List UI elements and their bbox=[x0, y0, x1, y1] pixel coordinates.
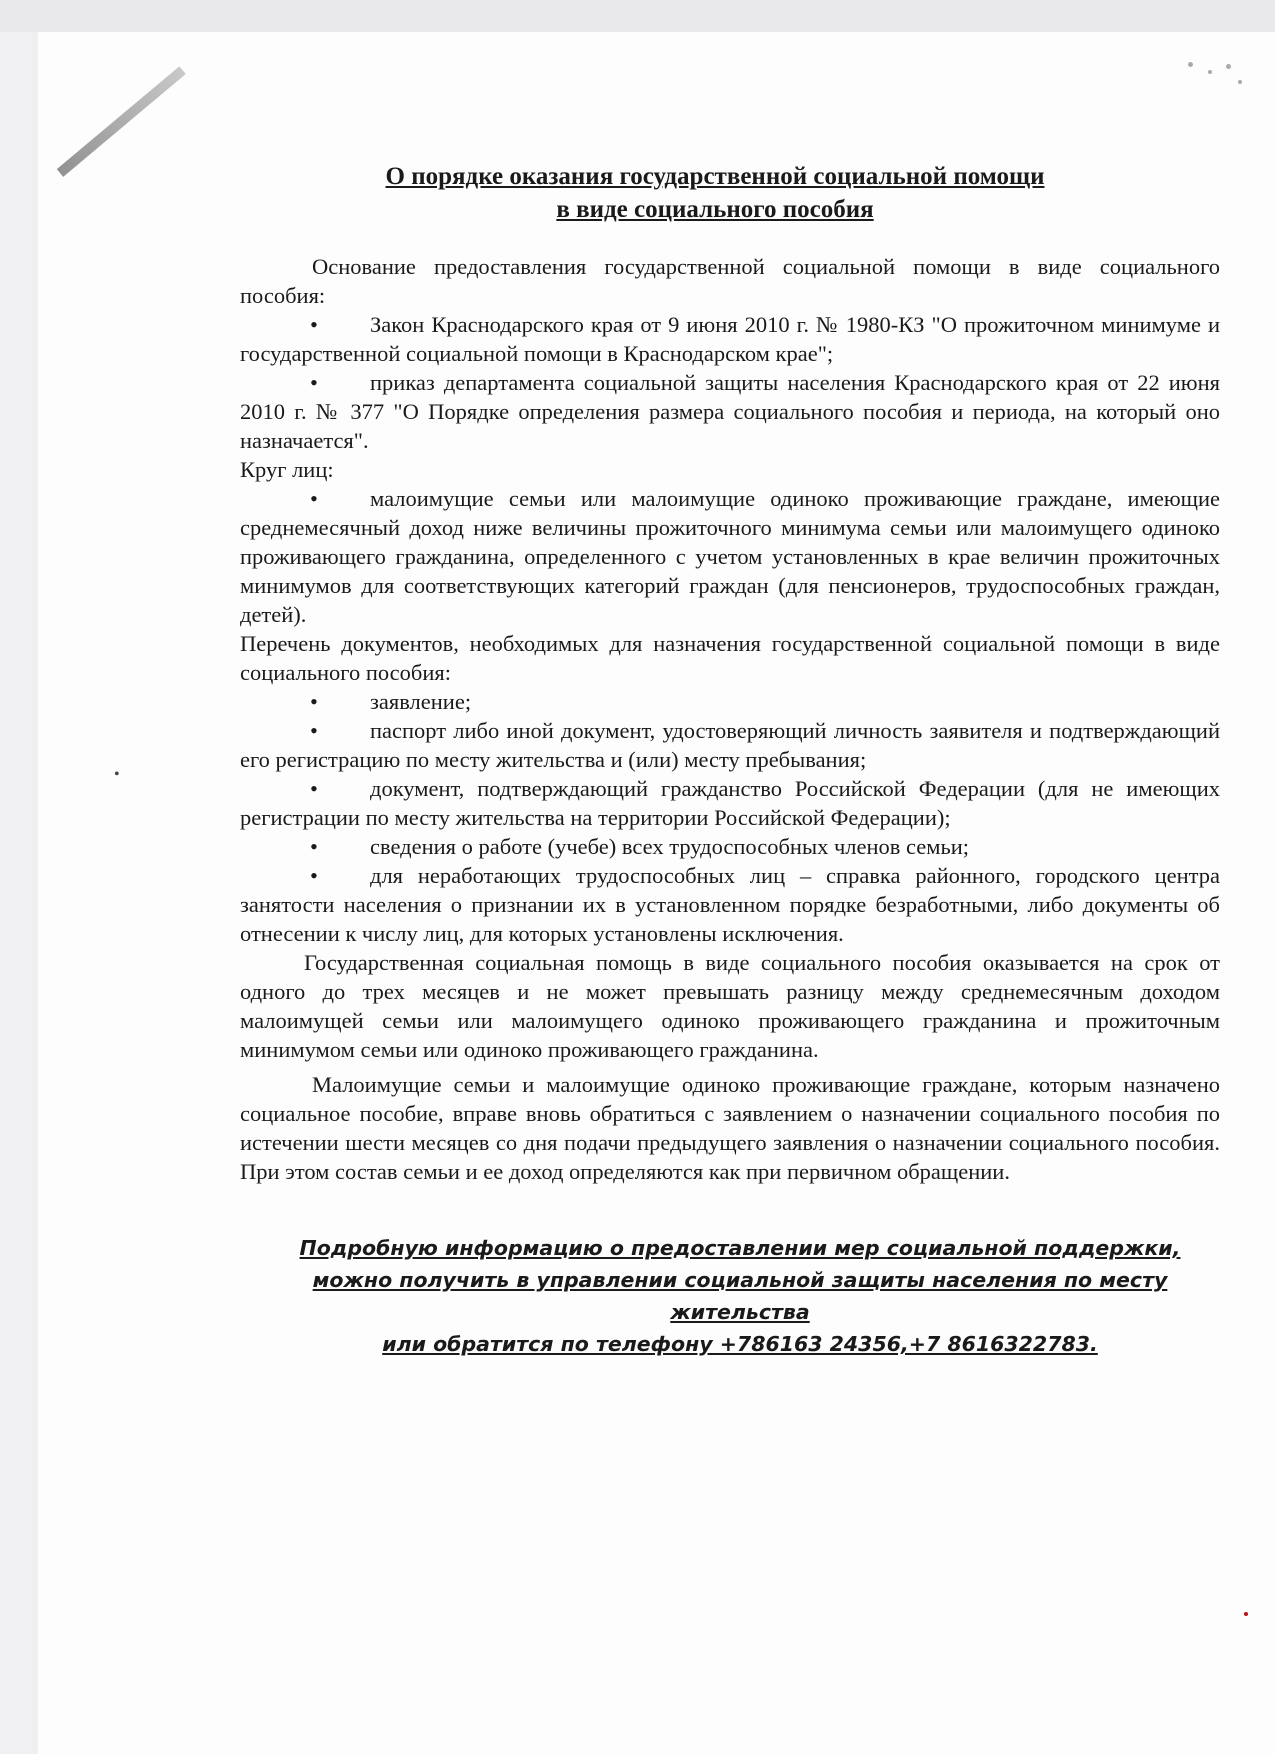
docs-item bbox=[240, 716, 1220, 774]
bullet-icon: • bbox=[310, 718, 318, 743]
red-ink-dot bbox=[1244, 1612, 1248, 1616]
contact-note-line-3: или обратится по телефону +786163 24356,+7 8616322783. bbox=[382, 1332, 1098, 1356]
term-paragraph: Государственная социальная помощь в виде социального пособия оказывается на срок от одного до трех месяцев и не может превышать разницу между среднемесячным доходом малоимущей семьи или малоимущего одиноко проживающего гражданина и прожиточным минимумом семьи или одиноко проживающего гражданина. bbox=[240, 950, 1220, 1062]
bullet-icon: • bbox=[310, 486, 318, 511]
bullet-icon: • bbox=[310, 776, 318, 801]
basis-item-text: приказ департамента социальной защиты населения Краснодарского края от 22 июня 2010 г. № 377 "О Порядке определения размера социального пособия и периода, на который оно назначается". bbox=[240, 370, 1220, 453]
docs-item bbox=[240, 832, 1220, 861]
docs-item-text: паспорт либо иной документ, удостоверяющий личность заявителя и подтверждающий его регистрацию по месту жительства и (или) месту пребывания; bbox=[240, 718, 1220, 772]
scan-speck bbox=[1208, 70, 1212, 74]
scan-speck bbox=[1238, 80, 1242, 84]
circle-heading: Круг лиц: bbox=[240, 457, 334, 482]
title-line-1: О порядке оказания государственной социальной помощи bbox=[385, 163, 1045, 190]
circle-item-text: малоимущие семьи или малоимущие одиноко проживающие граждане, имеющие среднемесячный доход ниже величины прожиточного минимума семьи или малоимущего одиноко проживающего гражданина, определенного с учетом установленных в крае величин прожиточных минимумов для соответствующих категорий граждан (для пенсионеров, трудоспособных граждан, детей). bbox=[240, 486, 1220, 627]
document-body bbox=[240, 252, 1220, 1186]
scan-top-edge bbox=[0, 0, 1275, 32]
docs-item-text: сведения о работе (учебе) всех трудоспособных членов семьи; bbox=[370, 834, 970, 859]
contact-note-line-1: Подробную информацию о предоставлении мер социальной поддержки, bbox=[299, 1236, 1181, 1260]
docs-item bbox=[240, 687, 1220, 716]
contact-note-line-2: можно получить в управлении социальной защиты населения по месту жительства bbox=[312, 1268, 1168, 1324]
docs-item-text: заявление; bbox=[370, 689, 472, 714]
basis-intro: Основание предоставления государственной социальной помощи в виде социального пособия: bbox=[240, 254, 1220, 308]
docs-item-text: документ, подтверждающий гражданство Российской Федерации (для не имеющих регистрации по месту жительства на территории Российской Федерации); bbox=[240, 776, 1220, 830]
basis-item-text: Закон Краснодарского края от 9 июня 2010 г. № 1980-КЗ "О прожиточном минимуме и государственной социальной помощи в Краснодарском крае"; bbox=[240, 312, 1220, 366]
contact-note bbox=[250, 1232, 1230, 1360]
bullet-icon: • bbox=[310, 863, 318, 888]
basis-item bbox=[240, 310, 1220, 368]
docs-heading: Перечень документов, необходимых для назначения государственной социальной помощи в виде социального пособия: bbox=[240, 631, 1220, 685]
docs-item-text: для неработающих трудоспособных лиц – справка районного, городского центра занятости населения о признании их в установленном порядке безработными, либо документы об отнесении к числу лиц, для которых установлены исключения. bbox=[240, 863, 1220, 946]
bullet-icon: • bbox=[310, 834, 318, 859]
document-title bbox=[250, 160, 1180, 226]
bullet-icon: • bbox=[310, 312, 318, 337]
margin-dot: • bbox=[114, 766, 120, 783]
title-line-2: в виде социального пособия bbox=[556, 196, 874, 223]
docs-item bbox=[240, 774, 1220, 832]
bullet-icon: • bbox=[310, 370, 318, 395]
bullet-icon: • bbox=[310, 689, 318, 714]
scan-speck bbox=[1226, 64, 1231, 69]
circle-item bbox=[240, 484, 1220, 629]
reapply-paragraph: Малоимущие семьи и малоимущие одиноко проживающие граждане, которым назначено социальное пособие, вправе вновь обратиться с заявлением о назначении социального пособия по истечении шести месяцев со дня подачи предыдущего заявления о назначении социального пособия. При этом состав семьи и ее доход определяются как при первичном обращении. bbox=[240, 1072, 1220, 1184]
docs-item bbox=[240, 861, 1220, 948]
basis-item bbox=[240, 368, 1220, 455]
scan-speck bbox=[1188, 62, 1193, 67]
